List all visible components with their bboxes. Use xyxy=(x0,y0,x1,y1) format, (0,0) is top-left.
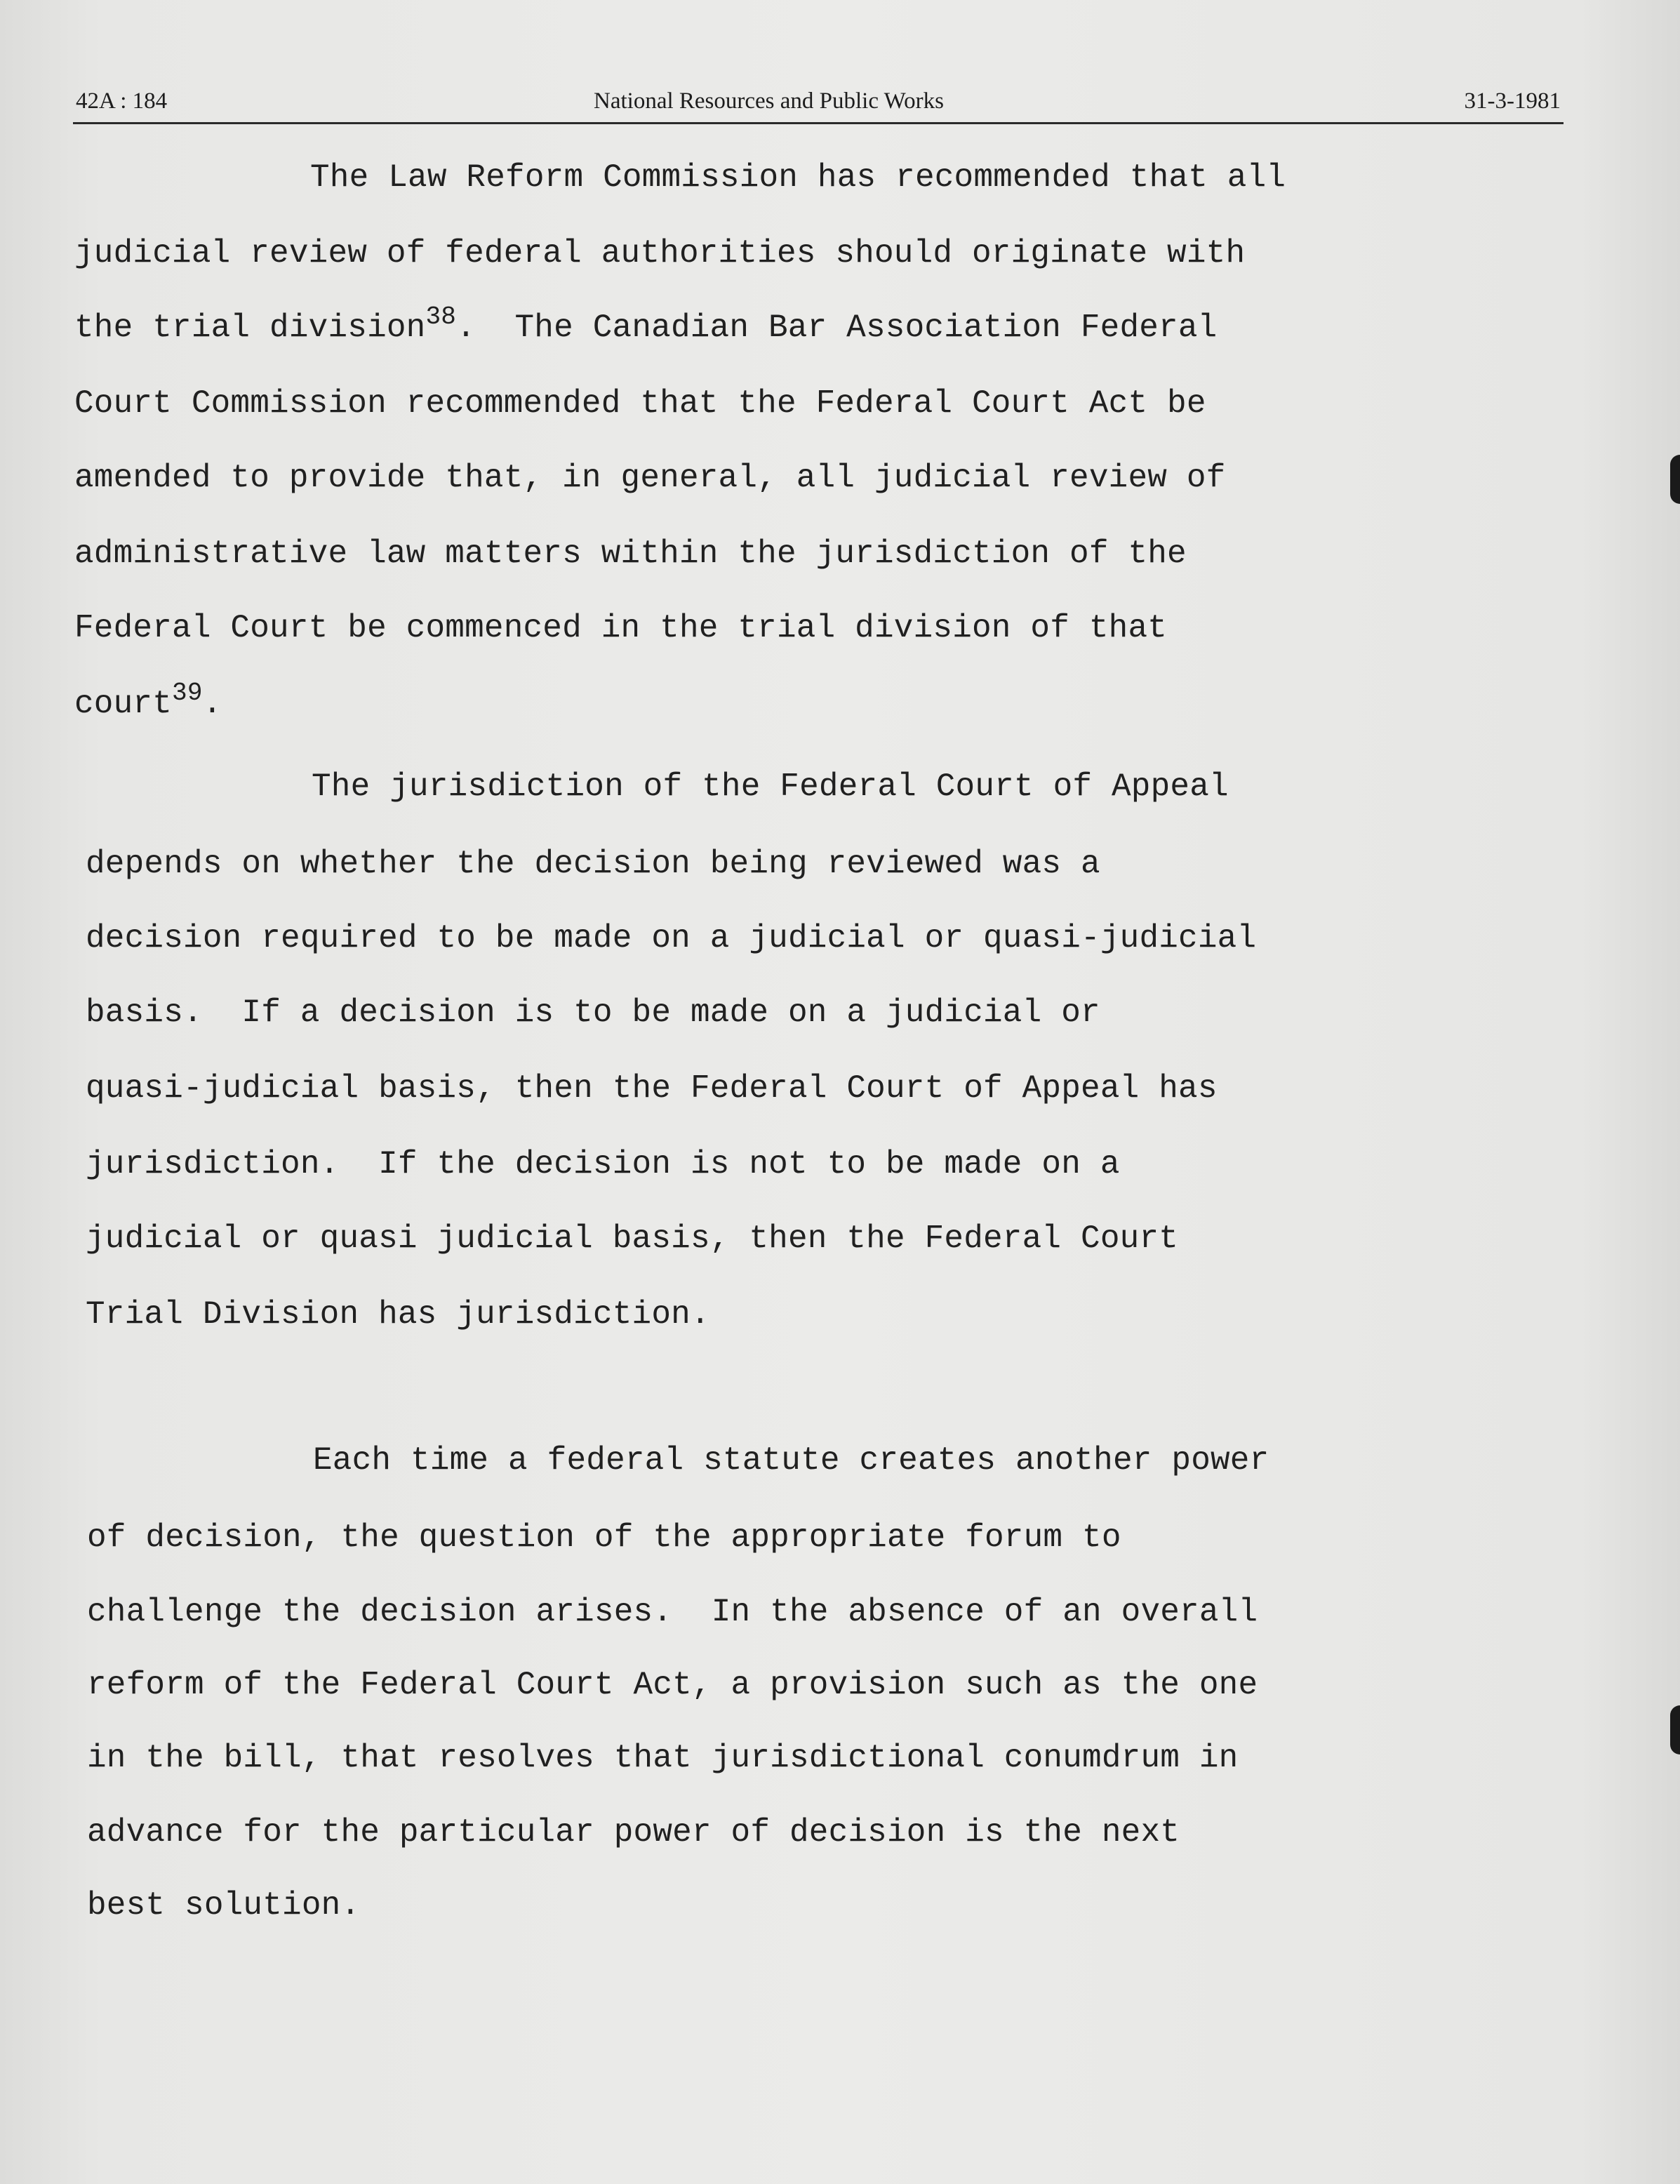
binder-hole xyxy=(1670,1705,1680,1754)
line-text: . xyxy=(202,686,222,722)
text-line: judicial review of federal authorities should originate with xyxy=(74,235,1246,272)
text-line: best solution. xyxy=(87,1887,361,1924)
text-line: judicial or quasi judicial basis, then the Federal Court xyxy=(86,1220,1179,1257)
running-title: National Resources and Public Works xyxy=(594,88,944,114)
text-line: reform of the Federal Court Act, a provision such as the one xyxy=(87,1667,1258,1703)
text-line: The Law Reform Commission has recommended that all xyxy=(310,159,1286,196)
text-line: in the bill, that resolves that jurisdictional conumdrum in xyxy=(87,1740,1239,1776)
line-text: . The Canadian Bar Association Federal xyxy=(456,309,1218,346)
text-line: administrative law matters within the jurisdiction of the xyxy=(74,535,1187,572)
footnote-ref: 38 xyxy=(425,302,457,331)
text-line: quasi-judicial basis, then the Federal Court of Appeal has xyxy=(86,1070,1218,1107)
text-line: depends on whether the decision being reviewed was a xyxy=(86,846,1100,882)
text-line xyxy=(74,302,1218,346)
text-line: advance for the particular power of decision is the next xyxy=(87,1814,1180,1851)
text-line: The jurisdiction of the Federal Court of Appeal xyxy=(312,768,1229,805)
text-line: jurisdiction. If the decision is not to be made on a xyxy=(86,1146,1120,1183)
text-line: of decision, the question of the appropriate forum to xyxy=(87,1519,1121,1556)
text-line: Court Commission recommended that the Federal Court Act be xyxy=(74,385,1206,422)
text-line: Each time a federal statute creates another power xyxy=(313,1442,1269,1479)
footnote-ref: 39 xyxy=(172,679,203,707)
text-line: Trial Division has jurisdiction. xyxy=(86,1296,710,1333)
page-date: 31-3-1981 xyxy=(1464,88,1561,114)
text-line: challenge the decision arises. In the absence of an overall xyxy=(87,1594,1258,1630)
binder-hole xyxy=(1670,455,1680,504)
text-line: amended to provide that, in general, all judicial review of xyxy=(74,460,1226,496)
text-line: Federal Court be commenced in the trial division of that xyxy=(74,610,1168,646)
text-line: decision required to be made on a judicial or quasi-judicial xyxy=(86,920,1257,957)
line-text: court xyxy=(74,686,173,722)
text-line: basis. If a decision is to be made on a judicial or xyxy=(86,994,1100,1031)
line-text: the trial division xyxy=(74,309,426,346)
page-number: 42A : 184 xyxy=(76,88,168,114)
page-header xyxy=(73,86,1564,124)
text-line xyxy=(74,679,222,722)
